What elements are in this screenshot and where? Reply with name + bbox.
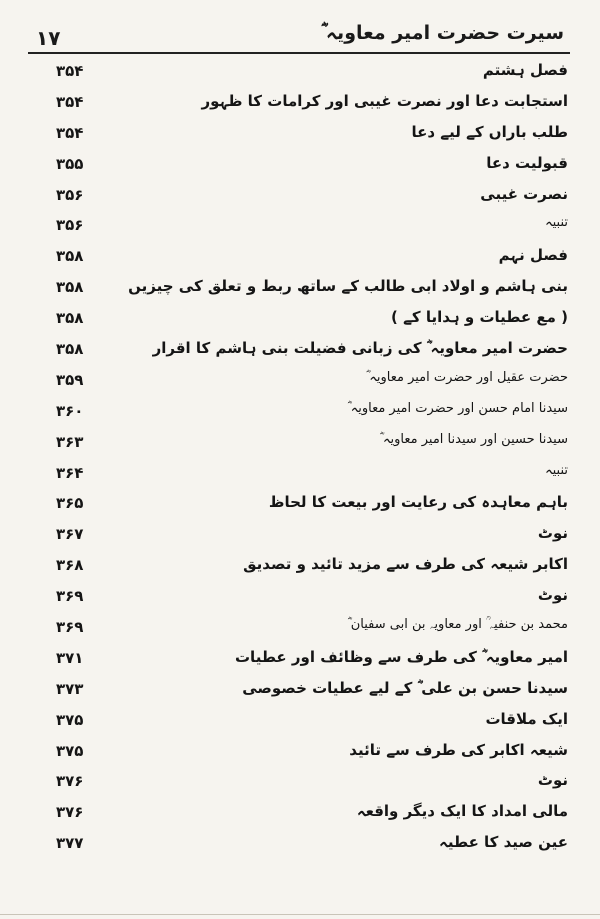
toc-entry-page: ۳۷۶ <box>56 772 84 791</box>
toc-entry-page: ۳۵۴ <box>56 92 84 111</box>
toc-entry-title: شیعہ اکابر کی طرف سے تائید <box>349 740 568 759</box>
toc-entry-title: فصل ہشتم <box>482 61 568 79</box>
toc-row <box>28 581 570 612</box>
toc-row <box>28 705 570 736</box>
toc-entry-page: ۳۷۵ <box>56 710 84 729</box>
toc-entry-page: ۳۵۸ <box>56 278 84 297</box>
toc-entry-title: تنبیہ <box>544 462 568 478</box>
toc-row <box>28 118 570 149</box>
toc-row <box>28 674 570 705</box>
toc-entry-page: ۳۵۴ <box>56 123 84 142</box>
toc-row <box>28 427 570 458</box>
toc-entry-title: اکابر شیعہ کی طرف سے مزید تائید و تصدیق <box>243 555 568 574</box>
table-of-contents <box>28 56 570 859</box>
toc-row <box>28 736 570 767</box>
toc-entry-page: ۳۵۴ <box>56 62 84 80</box>
toc-entry-title: ( مع عطیات و ہدایا کے ) <box>391 308 568 327</box>
toc-row <box>28 643 570 674</box>
page-number: ١٧ <box>36 26 61 50</box>
page-header <box>28 22 570 54</box>
toc-entry-page: ۳۷۷ <box>56 834 84 853</box>
toc-entry-page: ۳۶۳ <box>56 432 84 451</box>
toc-entry-title: طلب باراں کے لیے دعا <box>411 122 568 141</box>
toc-row <box>28 828 570 859</box>
toc-entry-page: ۳۵۵ <box>56 154 84 173</box>
toc-entry-title: نوٹ <box>537 524 568 543</box>
toc-entry-title: بنی ہاشم و اولاد ابی طالب کے ساتھ ربط و تعلق کی چیزیں <box>128 277 568 296</box>
toc-entry-title: استجابت دعا اور نصرت غیبی اور کرامات کا ظہور <box>201 91 568 110</box>
toc-row <box>28 797 570 828</box>
toc-entry-page: ۳۶۵ <box>56 494 84 513</box>
toc-row <box>28 365 570 396</box>
toc-entry-page: ۳۶۹ <box>56 587 84 606</box>
toc-row <box>28 612 570 643</box>
toc-entry-page: ۳۷۱ <box>56 648 84 667</box>
toc-entry-title: تنبیہ <box>544 215 568 231</box>
toc-row <box>28 766 570 797</box>
toc-entry-title: حضرت عقیل اور حضرت امیر معاویہ ؓ <box>365 369 568 385</box>
toc-entry-page: ۳۷۳ <box>56 679 84 698</box>
toc-row <box>28 519 570 550</box>
page-bottom-edge <box>0 914 600 915</box>
toc-row <box>28 458 570 489</box>
toc-entry-title: نوٹ <box>537 586 568 605</box>
toc-entry-page: ۳۵۸ <box>56 340 84 359</box>
toc-row <box>28 210 570 241</box>
toc-entry-page: ۳۵۸ <box>56 309 84 328</box>
toc-entry-title: حضرت امیر معاویہ ؓ کی زبانی فضیلت بنی ہاشم کا اقرار <box>152 339 568 358</box>
toc-entry-page: ۳۵۶ <box>56 216 84 235</box>
toc-row <box>28 272 570 303</box>
toc-entry-title: ایک ملاقات <box>485 709 568 728</box>
toc-entry-page: ۳۷۵ <box>56 741 84 760</box>
toc-row <box>28 87 570 118</box>
toc-entry-title: مالی امداد کا ایک دیگر واقعہ <box>356 802 568 821</box>
toc-entry-title: سیدنا امام حسن اور حضرت امیر معاویہ ؓ <box>347 400 568 416</box>
toc-entry-title: قبولیت دعا <box>486 153 568 172</box>
toc-entry-page: ۳۶۸ <box>56 556 84 575</box>
toc-entry-page: ۳۵۸ <box>56 247 84 266</box>
toc-entry-title: امیر معاویہ ؓ کی طرف سے وظائف اور عطیات <box>234 647 568 666</box>
toc-row <box>28 396 570 427</box>
toc-entry-page: ۳۶۴ <box>56 463 84 482</box>
toc-entry-page: ۳۶۹ <box>56 618 84 637</box>
toc-row <box>28 488 570 519</box>
toc-entry-title: نوٹ <box>537 771 568 790</box>
toc-row <box>28 241 570 272</box>
toc-entry-title: سیدنا حسن بن علی ؓ کے لیے عطیات خصوصی <box>242 678 568 697</box>
toc-entry-title: فصل نہم <box>498 246 568 265</box>
toc-entry-page: ۳۵۶ <box>56 185 84 204</box>
toc-entry-title: سیدنا حسین اور سیدنا امیر معاویہ ؓ <box>379 431 568 447</box>
toc-entry-title: باہم معاہدہ کی رعایت اور بیعت کا لحاظ <box>268 493 568 512</box>
toc-entry-page: ۳۵۹ <box>56 370 84 389</box>
toc-entry-title: نصرت غیبی <box>480 184 568 203</box>
toc-entry-title: عین صید کا عطیہ <box>439 833 568 852</box>
toc-row <box>28 303 570 334</box>
running-title: سیرت حضرت امیر معاویہ ؓ <box>321 22 564 44</box>
toc-row <box>28 550 570 581</box>
toc-entry-page: ۳۷۶ <box>56 803 84 822</box>
toc-entry-page: ۳۶۷ <box>56 525 84 544</box>
toc-row <box>28 149 570 180</box>
toc-entry-title: محمد بن حنفیہ ؒ اور معاویہ بن ابی سفیان ؓ <box>347 617 568 633</box>
toc-row <box>28 180 570 211</box>
toc-row <box>28 56 570 87</box>
toc-row <box>28 334 570 365</box>
toc-entry-page: ۳۶۰ <box>56 401 84 420</box>
